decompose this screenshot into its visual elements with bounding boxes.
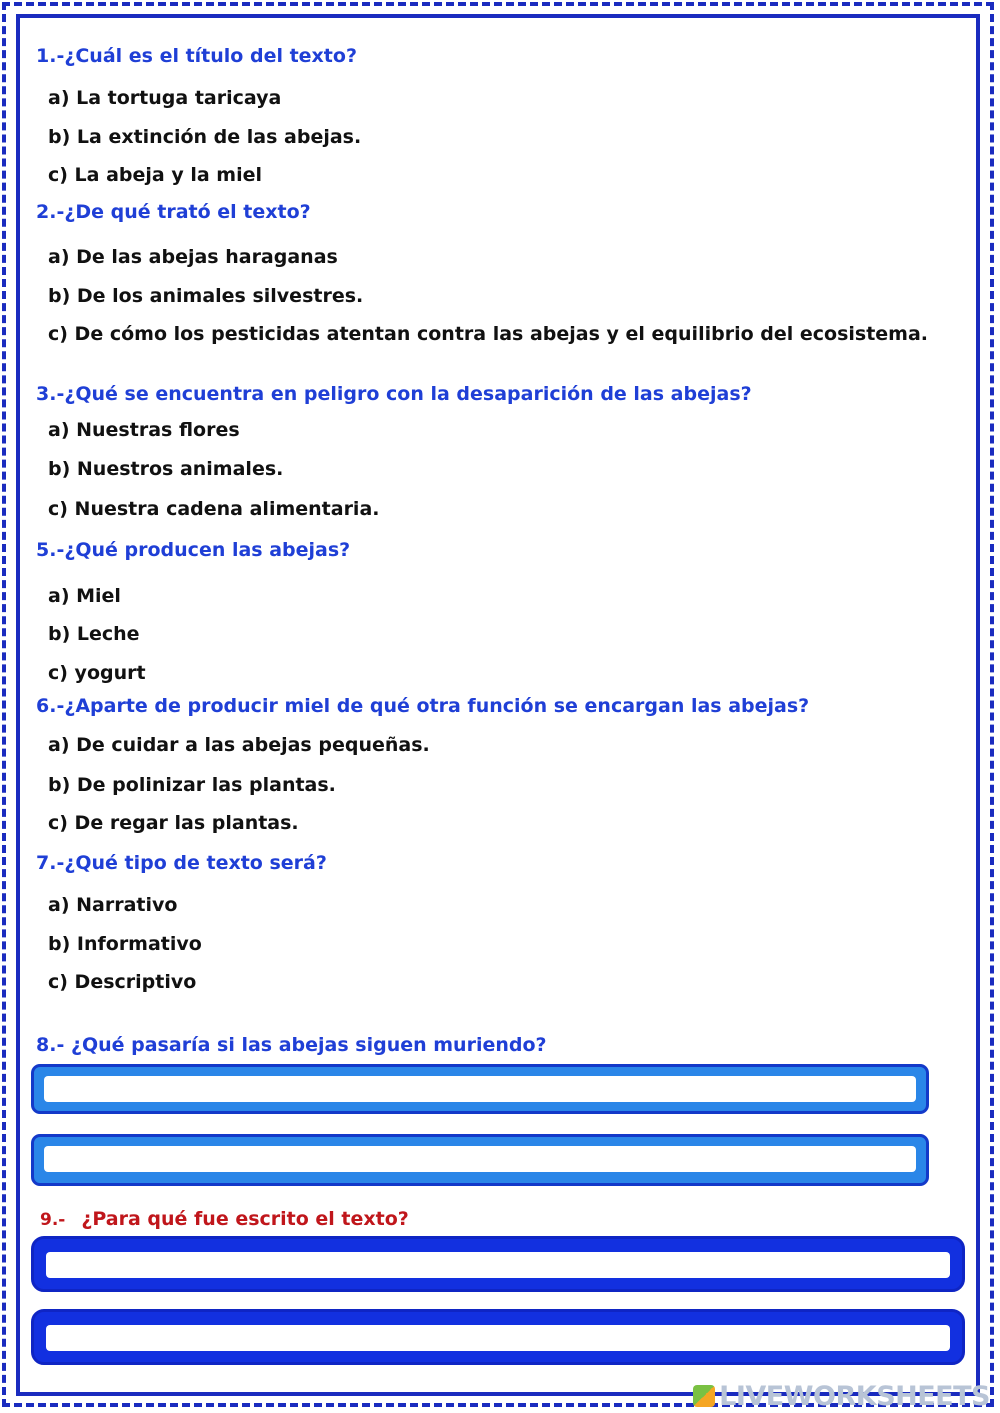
- question-9-answer-input-1[interactable]: [46, 1252, 950, 1278]
- liveworksheets-badge-icon: [693, 1385, 715, 1407]
- question-1-option-b[interactable]: b) La extinción de las abejas.: [48, 126, 362, 148]
- question-9-heading: [40, 1208, 409, 1230]
- question-5-text: 5.-¿Qué producen las abejas?: [36, 539, 351, 561]
- question-5-option-c[interactable]: c) yogurt: [48, 662, 146, 684]
- question-9-answer-box-1: [31, 1236, 965, 1292]
- question-2-option-b[interactable]: b) De los animales silvestres.: [48, 285, 364, 307]
- question-7-option-a[interactable]: a) Narrativo: [48, 894, 178, 916]
- question-7-option-c[interactable]: c) Descriptivo: [48, 971, 197, 993]
- question-1-option-c[interactable]: c) La abeja y la miel: [48, 164, 263, 186]
- question-3-option-b[interactable]: b) Nuestros animales.: [48, 458, 284, 480]
- question-6-option-b[interactable]: b) De polinizar las plantas.: [48, 774, 336, 796]
- question-5-option-a[interactable]: a) Miel: [48, 585, 121, 607]
- question-8-answer-box-1: [31, 1064, 929, 1114]
- question-2-text: 2.-¿De qué trató el texto?: [36, 201, 311, 223]
- liveworksheets-logo: [693, 1381, 990, 1411]
- question-6-option-a[interactable]: a) De cuidar a las abejas pequeñas.: [48, 734, 430, 756]
- question-8-answer-box-2: [31, 1134, 929, 1186]
- question-2-option-c[interactable]: c) De cómo los pesticidas atentan contra las abejas y el equilibrio del ecosistema.: [48, 323, 929, 345]
- question-7-option-b[interactable]: b) Informativo: [48, 933, 202, 955]
- question-9-answer-input-2[interactable]: [46, 1325, 950, 1351]
- question-6-option-c[interactable]: c) De regar las plantas.: [48, 812, 299, 834]
- question-3-text: 3.-¿Qué se encuentra en peligro con la desaparición de las abejas?: [36, 383, 752, 405]
- question-1-text: 1.-¿Cuál es el título del texto?: [36, 45, 357, 67]
- question-8-answer-input-1[interactable]: [44, 1076, 916, 1102]
- question-5-option-b[interactable]: b) Leche: [48, 623, 140, 645]
- question-3-option-a[interactable]: a) Nuestras flores: [48, 419, 240, 441]
- question-7-text: 7.-¿Qué tipo de texto será?: [36, 852, 327, 874]
- liveworksheets-logo-text: LIVEWORKSHEETS: [719, 1380, 990, 1412]
- question-3-option-c[interactable]: c) Nuestra cadena alimentaria.: [48, 498, 380, 520]
- question-8-answer-input-2[interactable]: [44, 1146, 916, 1172]
- question-9-answer-box-2: [31, 1309, 965, 1365]
- question-8-text: 8.- ¿Qué pasaría si las abejas siguen muriendo?: [36, 1034, 547, 1056]
- question-2-option-a[interactable]: a) De las abejas haraganas: [48, 246, 338, 268]
- question-9-number: 9.-: [40, 1210, 66, 1230]
- question-1-option-a[interactable]: a) La tortuga taricaya: [48, 87, 282, 109]
- question-9-text: ¿Para qué fue escrito el texto?: [81, 1208, 409, 1230]
- question-6-text: 6.-¿Aparte de producir miel de qué otra función se encargan las abejas?: [36, 695, 810, 717]
